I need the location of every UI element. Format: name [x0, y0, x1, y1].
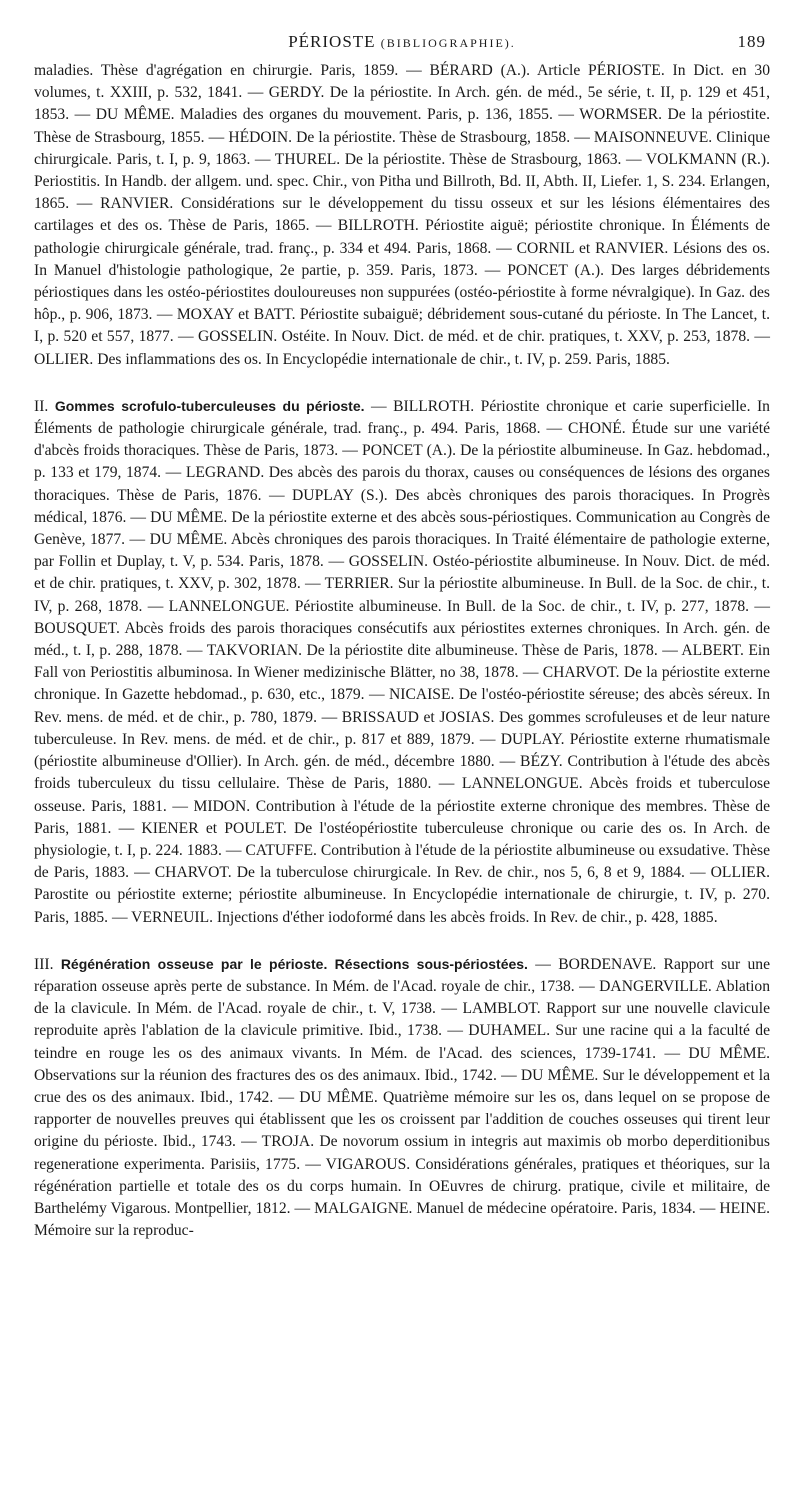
section-text: — BORDENAVE. Rapport sur une réparation osseuse après perte de substance. In Mém. de l'Acad. royale de chir., 1738. — DANGERVILLE. Ablation de la clavicule. In Mém. de l'Acad. royale de chir., t. V, 1738. — LAMBLOT. Rapport sur une nouvelle clavicule reproduite après l'ablation de la clavicule primitive. Ibid., 1738. — DUHAMEL. Sur une racine qui a la faculté de teindre en rouge les os des animaux vivants. In Mém. de l'Acad. des sciences, 1739-1741. — DU MÊME. Observations sur la réunion des fractures des os des animaux. Ibid., 1742. — DU MÊME. Sur le développement et la crue des os des animaux. Ibid., 1742. — DU MÊME. Quatrième mémoire sur les os, dans lequel on se propose de rapporter de nouvelles preuves qui établissent que les os croissent par l'addition de couches osseuses qui tirent leur origine du périoste. Ibid., 1743. — TROJA. De novorum ossium in integris aut maximis ob morbo deperditionibus regeneratione experimenta. Parisiis, 1775. — VIGAROUS. Considérations générales, pratiques et théoriques, sur la régénération partielle et totale des os du corps humain. In OEuvres de chirurg. pratique, civile et militaire, de Barthelémy Vigarous. Montpellier, 1812. — MALGAIGNE. Manuel de médecine opératoire. Paris, 1834. — HEINE. Mémoire sur la reproduc-: [34, 955, 771, 1240]
running-title-sub: (BIBLIOGRAPHIE).: [380, 36, 516, 50]
running-title-main: PÉRIOSTE: [288, 32, 376, 51]
page-number: 189: [737, 32, 766, 51]
section-paragraph: [34, 953, 770, 1243]
section-heading: Régénération osseuse par le périoste. Résections sous-périostées.: [60, 955, 528, 972]
section-paragraph: [34, 395, 770, 929]
section-heading: Gommes scrofulo-tuberculeuses du périoste.: [54, 397, 365, 414]
section-numeral: III.: [34, 955, 54, 973]
bibliography-section-continued: [34, 60, 770, 371]
section-text: — BILLROTH. Périostite chronique et carie superficielle. In Éléments de pathologie chirurgicale générale, trad. franç., p. 494. Paris, 1868. — CHONÉ. Étude sur une variété d'abcès froids thoraciques. Thèse de Paris, 1873. — PONCET (A.). De la périostite albumineuse. In Gaz. hebdomad., p. 133 et 179, 1874. — LEGRAND. Des abcès des parois du thorax, causes ou conséquences de lésions des organes thoraciques. Thèse de Paris, 1876. — DUPLAY (S.). Des abcès chroniques des parois thoraciques. In Progrès médical, 1876. — DU MÊME. De la périostite externe et des abcès sous-périostiques. Communication au Congrès de Genève, 1877. — DU MÊME. Abcès chroniques des parois thoraciques. In Traité élémentaire de pathologie externe, par Follin et Duplay, t. V, p. 534. Paris, 1878. — GOSSELIN. Ostéo-périostite albumineuse. In Nouv. Dict. de méd. et de chir. pratiques, t. XXV, p. 302, 1878. — TERRIER. Sur la périostite albumineuse. In Bull. de la Soc. de chir., t. IV, p. 268, 1878. — LANNELONGUE. Périostite albumineuse. In Bull. de la Soc. de chir., t. IV, p. 277, 1878. — BOUSQUET. Abcès froids des parois thoraciques consécutifs aux périostites externes chroniques. In Arch. gén. de méd., t. I, p. 288, 1878. — TAKVORIAN. De la périostite dite albumineuse. Thèse de Paris, 1878. — ALBERT. Ein Fall von Periostitis albuminosa. In Wiener medizinische Blätter, no 38, 1878. — CHARVOT. De la périostite externe chronique. In Gazette hebdomad., p. 630, etc., 1879. — NICAISE. De l'ostéo-périostite séreuse; des abcès séreux. In Rev. mens. de méd. et de chir., p. 780, 1879. — BRISSAUD et JOSIAS. Des gommes scrofuleuses et de leur nature tuberculeuse. In Rev. mens. de méd. et de chir., p. 817 et 889, 1879. — DUPLAY. Périostite externe rhumatismale (périostite albumineuse d'Ollier). In Arch. gén. de méd., décembre 1880. — BÉZY. Contribution à l'étude des abcès froids tuberculeux du tissu cellulaire. Thèse de Paris, 1880. — LANNELONGUE. Abcès froids et tuberculose osseuse. Paris, 1881. — MIDON. Contribution à l'étude de la périostite externe chronique des membres. Thèse de Paris, 1881. — KIENER et POULET. De l'ostéopériostite tuberculeuse chronique ou carie des os. In Arch. de physiologie, t. I, p. 224. 1883. — CATUFFE. Contribution à l'étude de la périostite albumineuse ou exsudative. Thèse de Paris, 1883. — CHARVOT. De la tuberculose chirurgicale. In Rev. de chir., nos 5, 6, 8 et 9, 1884. — OLLIER. Parostite ou périostite externe; périostite albumineuse. In Encyclopédie internationale de chirurgie, t. IV, p. 270. Paris, 1885. — VERNEUIL. Injections d'éther iodoformé dans les abcès froids. In Rev. de chir., p. 428, 1885.: [34, 397, 770, 926]
section-numeral: II.: [34, 397, 49, 415]
running-head: [34, 26, 770, 54]
bibliography-section-3: [34, 953, 770, 1243]
bibliography-section-2: [34, 395, 770, 929]
running-title: [34, 32, 770, 52]
section-text: maladies. Thèse d'agrégation en chirurgie. Paris, 1859. — BÉRARD (A.). Article PÉRIOSTE. In Dict. en 30 volumes, t. XXIII, p. 532, 1841. — GERDY. De la périostite. In Arch. gén. de méd., 5e série, t. II, p. 129 et 451, 1853. — DU MÊME. Maladies des organes du mouvement. Paris, p. 136, 1855. — WORMSER. De la périostite. Thèse de Strasbourg, 1855. — HÉDOIN. De la périostite. Thèse de Strasbourg, 1858. — MAISONNEUVE. Clinique chirurgicale. Paris, t. I, p. 9, 1863. — THUREL. De la périostite. Thèse de Strasbourg, 1863. — VOLKMANN (R.). Periostitis. In Handb. der allgem. und. spec. Chir., von Pitha und Billroth, Bd. II, Abth. II, Liefer. 1, S. 234. Erlangen, 1865. — RANVIER. Considérations sur le développement du tissu osseux et sur les lésions élémentaires des cartilages et des os. Thèse de Paris, 1865. — BILLROTH. Périostite aiguë; périostite chronique. In Éléments de pathologie chirurgicale générale, trad. franç., p. 334 et 494. Paris, 1868. — CORNIL et RANVIER. Lésions des os. In Manuel d'histologie pathologique, 2e partie, p. 359. Paris, 1873. — PONCET (A.). Des larges débridements périostiques dans les ostéo-périostites douloureuses non suppurées (ostéo-périostite à forme névralgique). In Gaz. des hôp., p. 906, 1873. — MOXAY et BATT. Périostite subaiguë; débridement sous-cutané du périoste. In The Lancet, t. I, p. 520 et 557, 1877. — GOSSELIN. Ostéite. In Nouv. Dict. de méd. et de chir. pratiques, t. XXV, p. 253, 1878. — OLLIER. Des inflammations des os. In Encyclopédie internationale de chir., t. IV, p. 259. Paris, 1885.: [34, 62, 770, 368]
